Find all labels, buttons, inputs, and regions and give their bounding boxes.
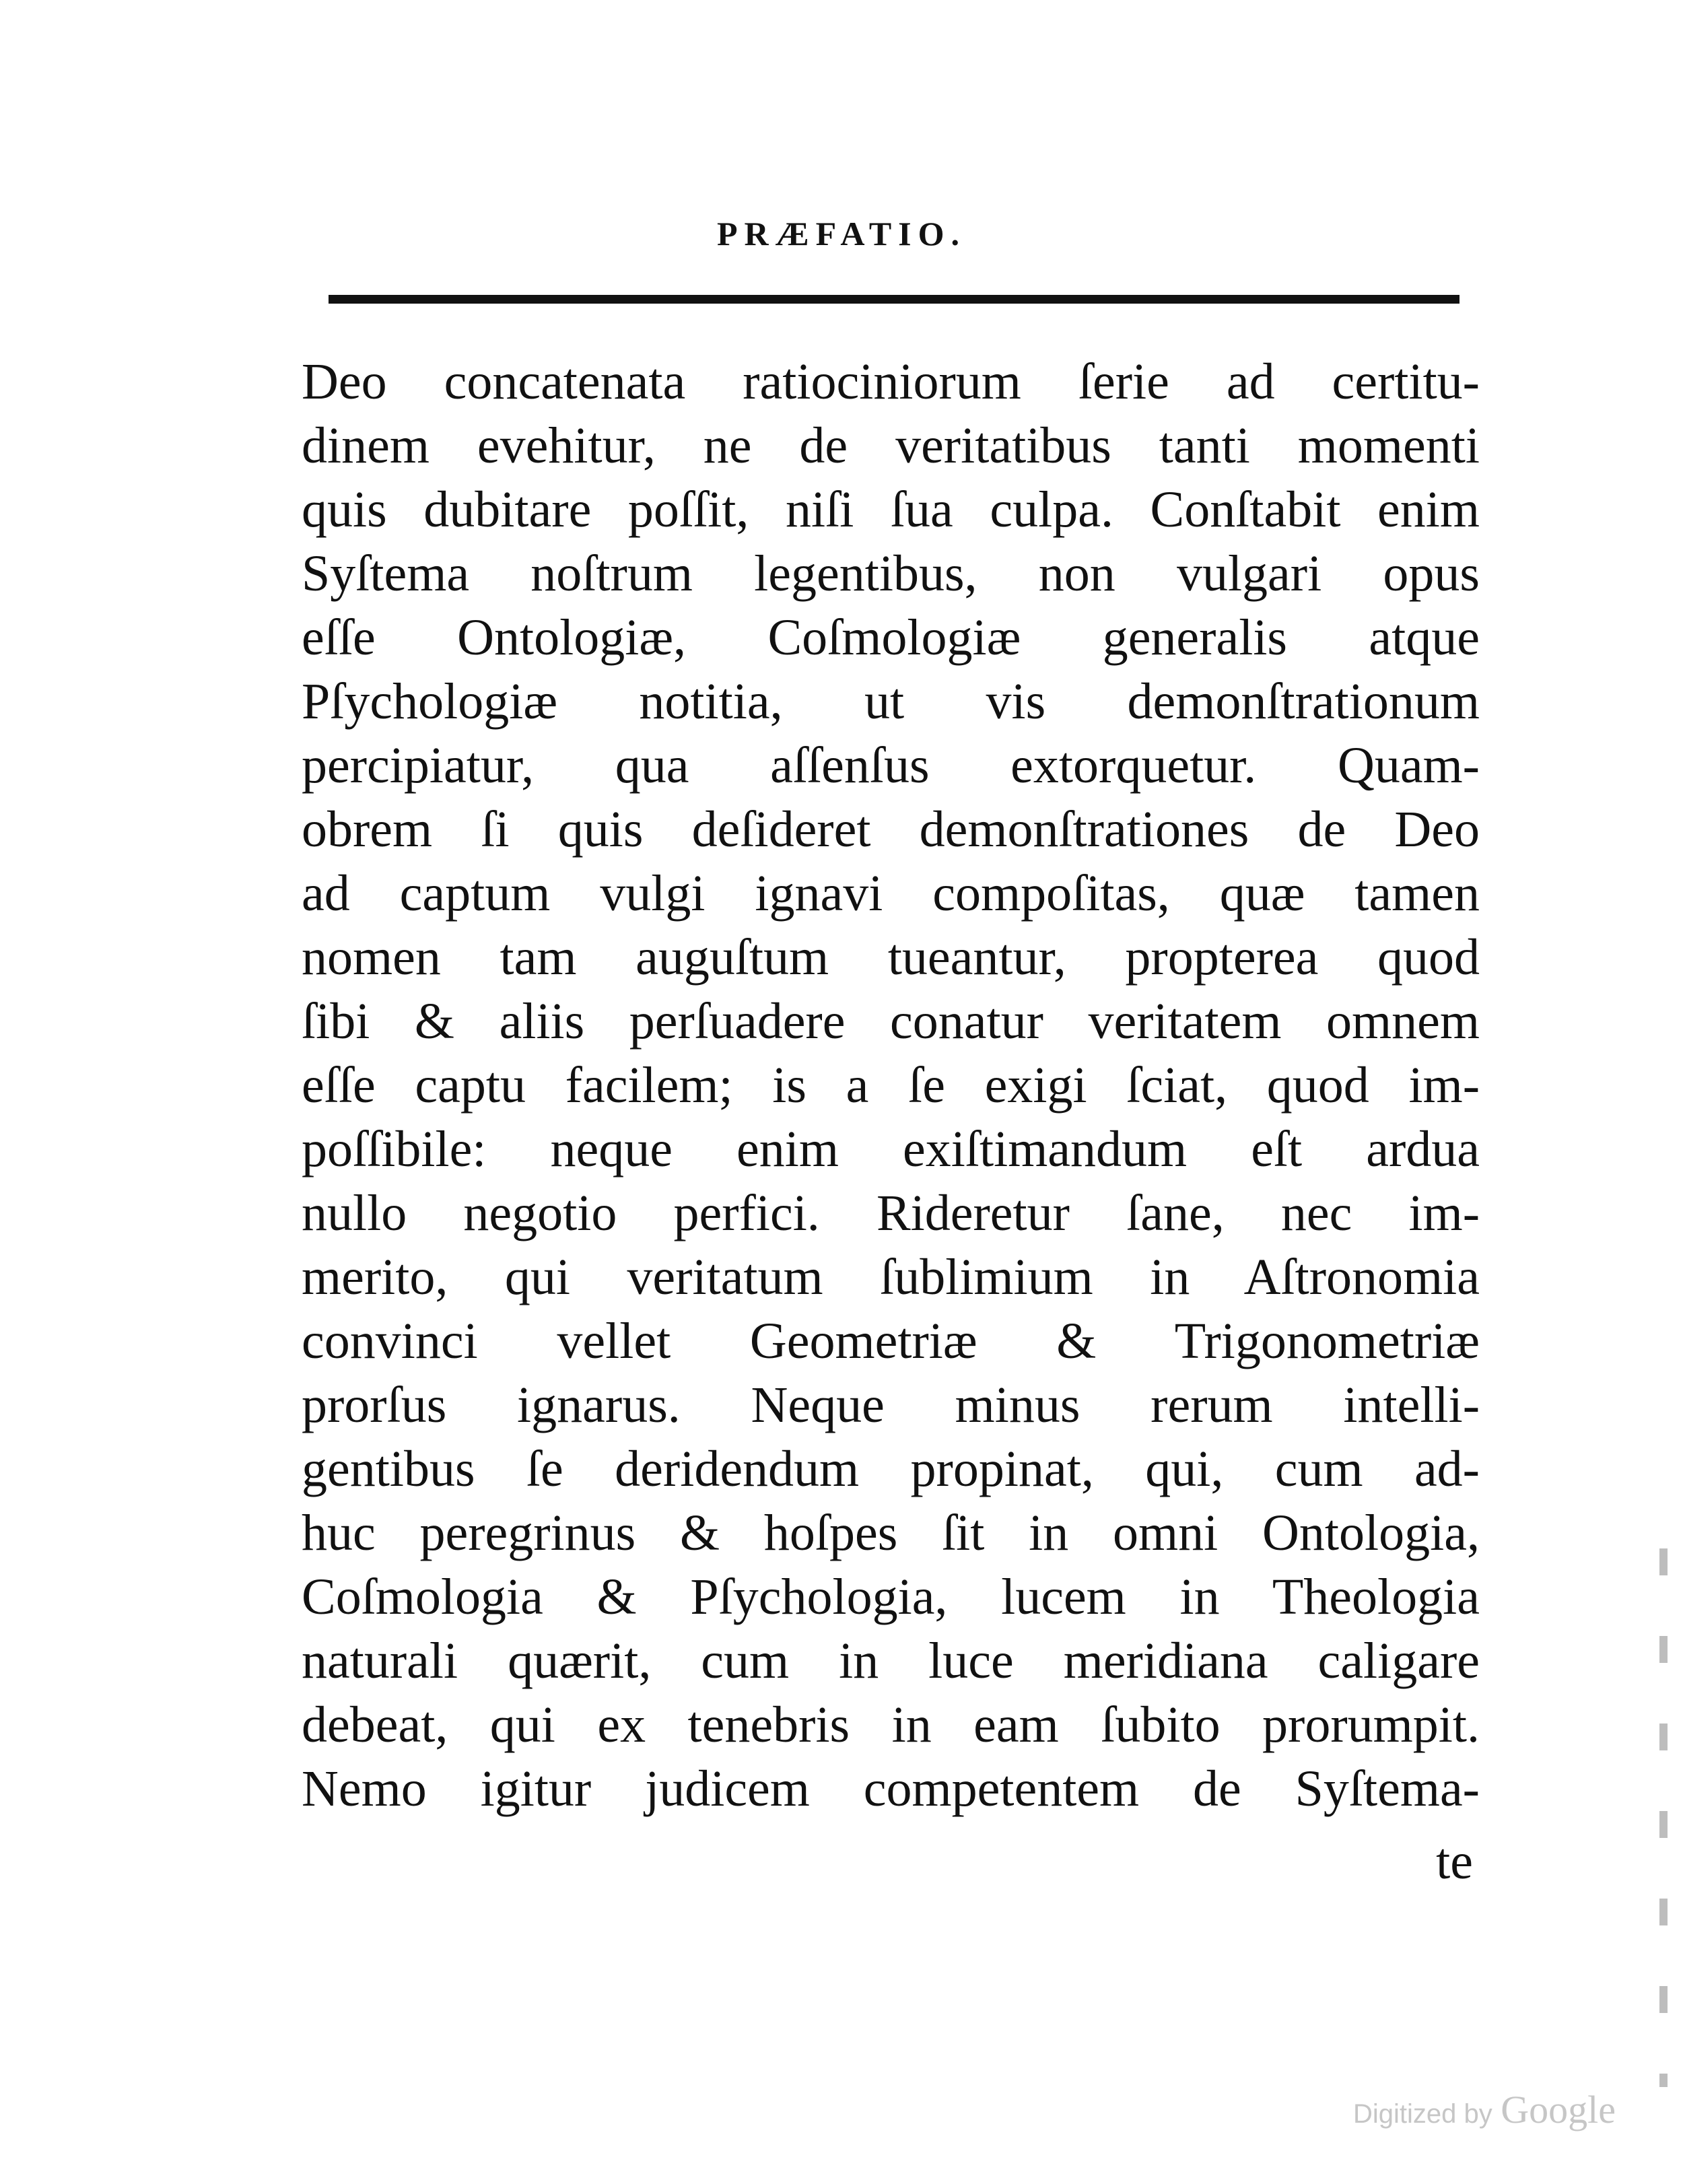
body-text: [302, 350, 1480, 1821]
text-line: Syſtema noſtrum legentibus, non vulgari opus: [302, 545, 1480, 602]
binding-edge-marks: [1659, 1548, 1668, 2087]
digitized-watermark: [1353, 2087, 1616, 2132]
text-line: Nemo igitur judicem competentem de Syſtema-: [302, 1761, 1480, 1817]
text-line: percipiatur, qua aſſenſus extorquetur. Quam-: [302, 737, 1480, 794]
text-line: gentibus ſe deridendum propinat, qui, cum ad-: [302, 1441, 1480, 1497]
text-line: obrem ſi quis deſideret demonſtrationes de Deo: [302, 801, 1480, 858]
running-head: PRÆFATIO.: [716, 215, 967, 252]
text-line: debeat, qui ex tenebris in eam ſubito prorumpit.: [302, 1697, 1480, 1753]
text-line: nullo negotio perfici. Rideretur ſane, nec im-: [302, 1185, 1480, 1241]
text-line: merito, qui veritatum ſublimium in Aſtronomia: [302, 1249, 1480, 1305]
text-line: Coſmologia & Pſychologia, lucem in Theologia: [302, 1569, 1480, 1625]
text-line: Deo concatenata ratiociniorum ſerie ad certitu-: [302, 353, 1480, 410]
text-line: Pſychologiæ notitia, ut vis demonſtrationum: [302, 673, 1480, 730]
header-rule: [329, 295, 1459, 304]
text-line: huc peregrinus & hoſpes ſit in omni Ontologia,: [302, 1505, 1480, 1561]
catchword: te: [1436, 1833, 1473, 1890]
text-line: eſſe Ontologiæ, Coſmologiæ generalis atque: [302, 609, 1480, 666]
text-line: naturali quærit, cum in luce meridiana caligare: [302, 1633, 1480, 1689]
text-line: quis dubitare poſſit, niſi ſua culpa. Conſtabit enim: [302, 481, 1480, 538]
text-line: convinci vellet Geometriæ & Trigonometriæ: [302, 1313, 1480, 1369]
text-line: prorſus ignarus. Neque minus rerum intelli-: [302, 1377, 1480, 1433]
text-line: ad captum vulgi ignavi compoſitas, quæ tamen: [302, 865, 1480, 922]
text-line: dinem evehitur, ne de veritatibus tanti momenti: [302, 417, 1480, 474]
watermark-brand: Google: [1501, 2088, 1616, 2131]
text-line: ſibi & aliis perſuadere conatur veritatem omnem: [302, 993, 1480, 1050]
watermark-prefix: Digitized by: [1353, 2099, 1492, 2129]
text-line: nomen tam auguſtum tueantur, propterea quod: [302, 929, 1480, 986]
text-line: eſſe captu facilem; is a ſe exigi ſciat, quod im-: [302, 1057, 1480, 1114]
text-line: poſſibile: neque enim exiſtimandum eſt ardua: [302, 1121, 1480, 1178]
